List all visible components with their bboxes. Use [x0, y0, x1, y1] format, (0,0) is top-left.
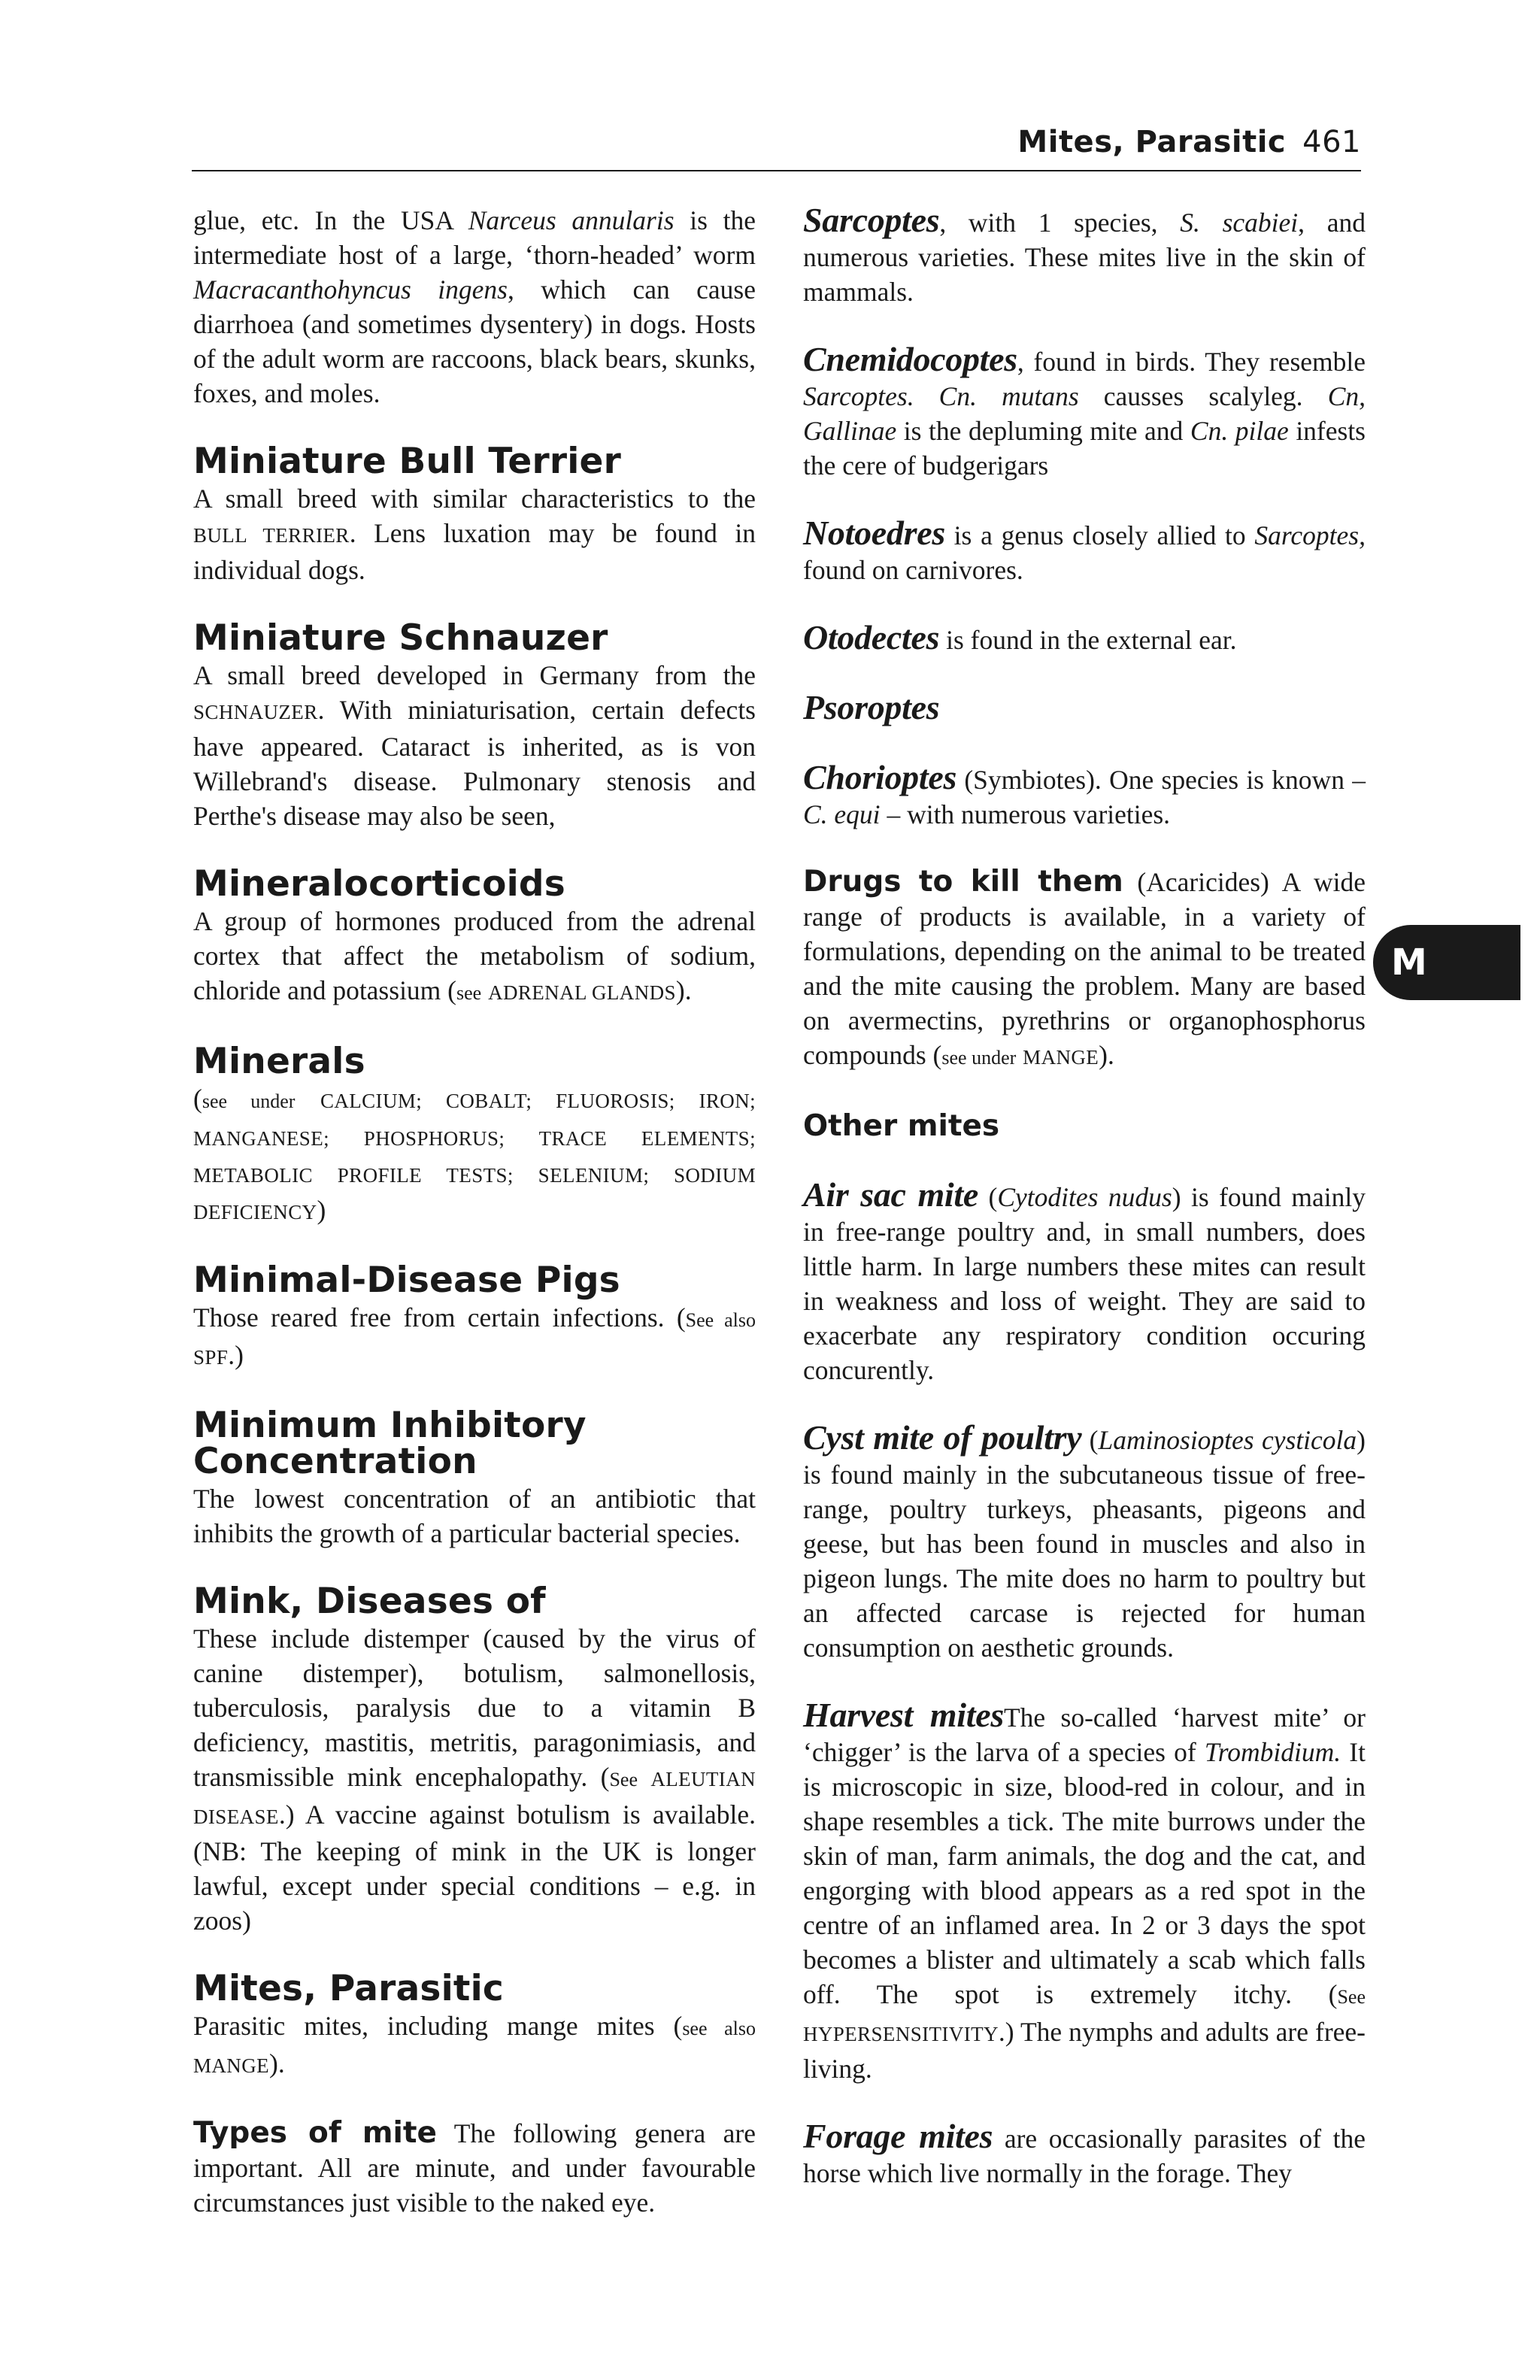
genus-name: Otodectes: [803, 618, 940, 656]
entry-cyst-mite: [803, 1420, 1366, 1665]
text: , and numerous varieties. These mites live in the skin of mammals.: [803, 208, 1366, 307]
entry-headword: Mineralocorticoids: [193, 863, 565, 905]
italic-term: S. scabiei: [1180, 208, 1299, 238]
entry-mineralocorticoids: [193, 863, 756, 1011]
entry-minerals: [193, 1041, 756, 1229]
see-label: See also: [685, 1309, 756, 1331]
running-head-title: Mites, Parasitic: [1017, 125, 1287, 159]
text: ): [317, 1195, 326, 1225]
genus-name: Air sac mite: [803, 1175, 979, 1214]
text: found on carnivores.: [803, 555, 1023, 585]
text: is the depluming mite and: [896, 416, 1190, 446]
entry-body: [803, 1420, 1366, 1665]
genus-name: Cyst mite of poultry: [803, 1418, 1082, 1457]
cross-reference[interactable]: ALEUTIAN DISEASE: [193, 1768, 756, 1828]
text: ).: [269, 2048, 285, 2078]
entry-body: [193, 1300, 756, 1375]
entry-headword: Mink, Diseases of: [193, 1581, 546, 1622]
entry-forage-mites: [803, 2119, 1366, 2191]
see-label: see: [456, 982, 482, 1004]
genus-name: Notoedres: [803, 514, 945, 552]
entry-body: [803, 342, 1366, 483]
text: are occasionally parasites of the horse which live normally in the forage. They: [803, 2124, 1366, 2188]
text: (Symbiotes). One species is known –: [956, 765, 1366, 795]
cross-reference[interactable]: MANGE: [1023, 1046, 1099, 1069]
cross-reference[interactable]: MANGE: [193, 2054, 269, 2077]
entry-cnemidocoptes: [803, 342, 1366, 483]
cross-reference[interactable]: SCHNAUZER: [193, 701, 318, 723]
entry-body: [803, 760, 1366, 832]
header-rule: [192, 170, 1361, 171]
italic-term: Cn, Gallinae: [803, 381, 1366, 446]
headword-line: Concentration: [193, 1441, 477, 1482]
entry-body: The lowest concentration of an antibiotic that inhibits the growth of a particular bacterial species.: [193, 1484, 756, 1548]
entry-mites-parasitic: [193, 1968, 756, 2083]
page-number: 461: [1302, 125, 1361, 159]
entry-continuation: [193, 203, 756, 411]
entry-body: [803, 203, 1366, 309]
entry-drugs-to-kill-them: [803, 865, 1366, 1075]
entry-minimum-inhibitory-concentration: [193, 1405, 756, 1551]
entry-body: [193, 904, 756, 1011]
text: , with 1 species,: [939, 208, 1181, 238]
text: (: [193, 1084, 202, 1114]
text: A small breed developed in Germany from the: [193, 660, 756, 690]
genus-name: Chorioptes: [803, 758, 957, 796]
entry-sarcoptes: [803, 203, 1366, 309]
entry-body: [803, 1698, 1366, 2086]
italic-term: Trombidium.: [1204, 1737, 1341, 1767]
text: Those reared free from certain infections. (: [193, 1302, 686, 1332]
italic-term: Laminosioptes cysticola: [1098, 1425, 1357, 1455]
text: ).: [1099, 1040, 1114, 1070]
italic-term: Sarcoptes. Cn. mutans: [803, 381, 1079, 411]
text: These include distemper (caused by the virus of canine distemper), botulism, salmonellosis, tuberculosis, paralysis due to a vitamin B deficiency, mastitis, metritis, paragonimiasis, and transmissible mink encephalopathy. (: [193, 1624, 756, 1792]
cross-reference[interactable]: SPF: [193, 1346, 229, 1369]
genus-name: Cnemidocoptes: [803, 340, 1017, 378]
see-label: see under: [941, 1047, 1017, 1069]
entry-notoedres: [803, 516, 1366, 587]
entry-body: [803, 690, 1366, 727]
see-label: see also: [682, 2018, 756, 2039]
section-subheading: Other mites: [803, 1109, 1000, 1143]
entry-body: [803, 1175, 1366, 1387]
text: is found in the external ear.: [939, 625, 1237, 655]
entry-other-mites: [803, 1108, 1366, 1145]
text: Parasitic mites, including mange mites (: [193, 2011, 683, 2041]
entry-headword: Minerals: [193, 1041, 365, 1082]
text: ) is found mainly in free-range poultry and, in small numbers, does little harm. In large numbers these mites can result in weakness and loss of weight. They are said to exacerbate any respiratory condition occuring concurently.: [803, 1182, 1366, 1385]
entry-miniature-bull-terrier: [193, 441, 756, 587]
entry-harvest-mites: [803, 1698, 1366, 2086]
entry-headword: Minimal-Disease Pigs: [193, 1260, 620, 1301]
genus-name: Psoroptes: [803, 688, 940, 726]
cross-reference[interactable]: BULL TERRIER: [193, 524, 350, 547]
running-head: [1017, 125, 1361, 159]
cross-reference[interactable]: ADRENAL GLANDS: [488, 981, 676, 1004]
entry-air-sac-mite: [803, 1175, 1366, 1387]
text: – with numerous varieties.: [880, 799, 1171, 829]
cross-reference[interactable]: HYPERSENSITIVITY: [803, 2023, 999, 2045]
italic-term: Cytodites nudus: [997, 1182, 1172, 1212]
entry-miniature-schnauzer: [193, 617, 756, 833]
subheading: Types of mite: [193, 2116, 437, 2150]
text: . With miniaturisation, certain defects have appeared. Cataract is inherited, as is von Willebrand's disease. Pulmonary stenosis and Perthe's disease may also be seen,: [193, 695, 756, 831]
text: A group of hormones produced from the adrenal cortex that affect the metabolism of sodium, chloride and potassium (: [193, 906, 756, 1005]
text: The following genera are important. All are minute, and under favourable circumstances just visible to the naked eye.: [193, 2118, 756, 2218]
entry-types-of-mite: [193, 2116, 756, 2220]
text: A small breed with similar characteristics to the: [193, 484, 756, 514]
text: (: [978, 1182, 998, 1212]
text: .) The nymphs and adults are free-living.: [803, 2017, 1366, 2084]
entry-body: [193, 2116, 756, 2220]
cross-reference[interactable]: CALCIUM; COBALT; FLUOROSIS; IRON; MANGANESE; PHOSPHORUS; TRACE ELEMENTS; METABOLIC PROFILE TESTS; SELENIUM; SODIUM DEFICIENCY: [193, 1090, 756, 1223]
italic-term: Sarcoptes,: [1254, 520, 1366, 550]
entry-headword: Miniature Bull Terrier: [193, 441, 621, 482]
text: .): [228, 1340, 244, 1370]
text: (Acaricides) A wide range of products is available, in a variety of formulations, depending on the animal to be treated and the mite causing the problem. Many are based on avermectins, pyrethrins or organophosphorus compounds (: [803, 867, 1366, 1070]
entry-body: [803, 865, 1366, 1075]
text: , which can cause diarrhoea (and sometimes dysentery) in dogs. Hosts of the adult worm are raccoons, black bears, skunks, foxes, and moles.: [193, 274, 756, 408]
entry-body: [193, 658, 756, 833]
text: causses scalyleg.: [1078, 381, 1328, 411]
see-label: See: [1337, 1986, 1366, 2008]
entry-body: [193, 1621, 756, 1938]
text: .) A vaccine against botulism is available. (NB: The keeping of mink in the UK is longer lawful, except under special conditions – e.g. in zoos): [193, 1799, 756, 1936]
headword-line: Minimum Inhibitory: [193, 1405, 587, 1446]
text: (: [1081, 1425, 1099, 1455]
entry-body: [193, 481, 756, 587]
text: . Lens luxation may be found in individual dogs.: [193, 518, 756, 585]
text: ).: [675, 975, 692, 1005]
entry-minimal-disease-pigs: [193, 1260, 756, 1375]
see-label: see under: [202, 1090, 296, 1112]
entry-body: [803, 620, 1366, 657]
text: ) is found mainly in the subcutaneous tissue of free-range, poultry turkeys, pheasants, pigeons and geese, but has been found in muscles and also in pigeon lungs. The mite does no harm to poultry but an affected carcase is rejected for human consumption on aesthetic grounds.: [803, 1425, 1366, 1663]
text: is a genus closely allied to: [944, 520, 1255, 550]
text: The so-called ‘harvest mite’ or ‘chigger’ is the larva of a species of: [803, 1702, 1366, 1767]
entry-psoroptes: [803, 690, 1366, 727]
entry-headword: Miniature Schnauzer: [193, 617, 608, 659]
thumb-index-tab: M: [1373, 925, 1520, 1000]
genus-name: Forage mites: [803, 2117, 993, 2155]
italic-term: Cn. pilae: [1190, 416, 1289, 446]
text: infests the cere of budgerigars: [803, 416, 1366, 481]
text: glue, etc. In the USA: [193, 205, 468, 235]
entry-chorioptes: [803, 760, 1366, 832]
entry-body: [193, 203, 756, 411]
subheading: Drugs to kill them: [803, 865, 1123, 899]
italic-term: C. equi: [803, 799, 881, 829]
entry-body: [803, 516, 1366, 587]
text: , found in birds. They resemble: [1017, 347, 1366, 377]
italic-term: Macracanthohyncus ingens: [193, 274, 508, 305]
entry-body: [193, 1081, 756, 1229]
genus-name: Sarcoptes: [803, 201, 940, 239]
left-column: [193, 203, 756, 2220]
entry-body: [193, 2009, 756, 2083]
entry-otodectes: [803, 620, 1366, 657]
entry-headword: Mites, Parasitic: [193, 1968, 504, 2009]
right-column: [803, 203, 1366, 2191]
entry-mink-diseases: [193, 1581, 756, 1938]
genus-name: Harvest mites: [803, 1696, 1004, 1734]
italic-term: Narceus annularis: [468, 205, 675, 235]
text: is the intermediate host of a large, ‘thorn-headed’ worm: [193, 205, 756, 270]
text: It is microscopic in size, blood-red in colour, and in shape resembles a tick. The mite burrows under the skin of man, farm animals, the dog and the cat, and engorging with blood appears as a red spot in the centre of an inflamed area. In 2 or 3 days the spot becomes a blister and ultimately a scab which falls off. The spot is extremely itchy. (: [803, 1737, 1366, 2009]
entry-headword: [193, 1405, 756, 1482]
entry-body: [803, 2119, 1366, 2191]
see-label: See: [609, 1769, 638, 1790]
